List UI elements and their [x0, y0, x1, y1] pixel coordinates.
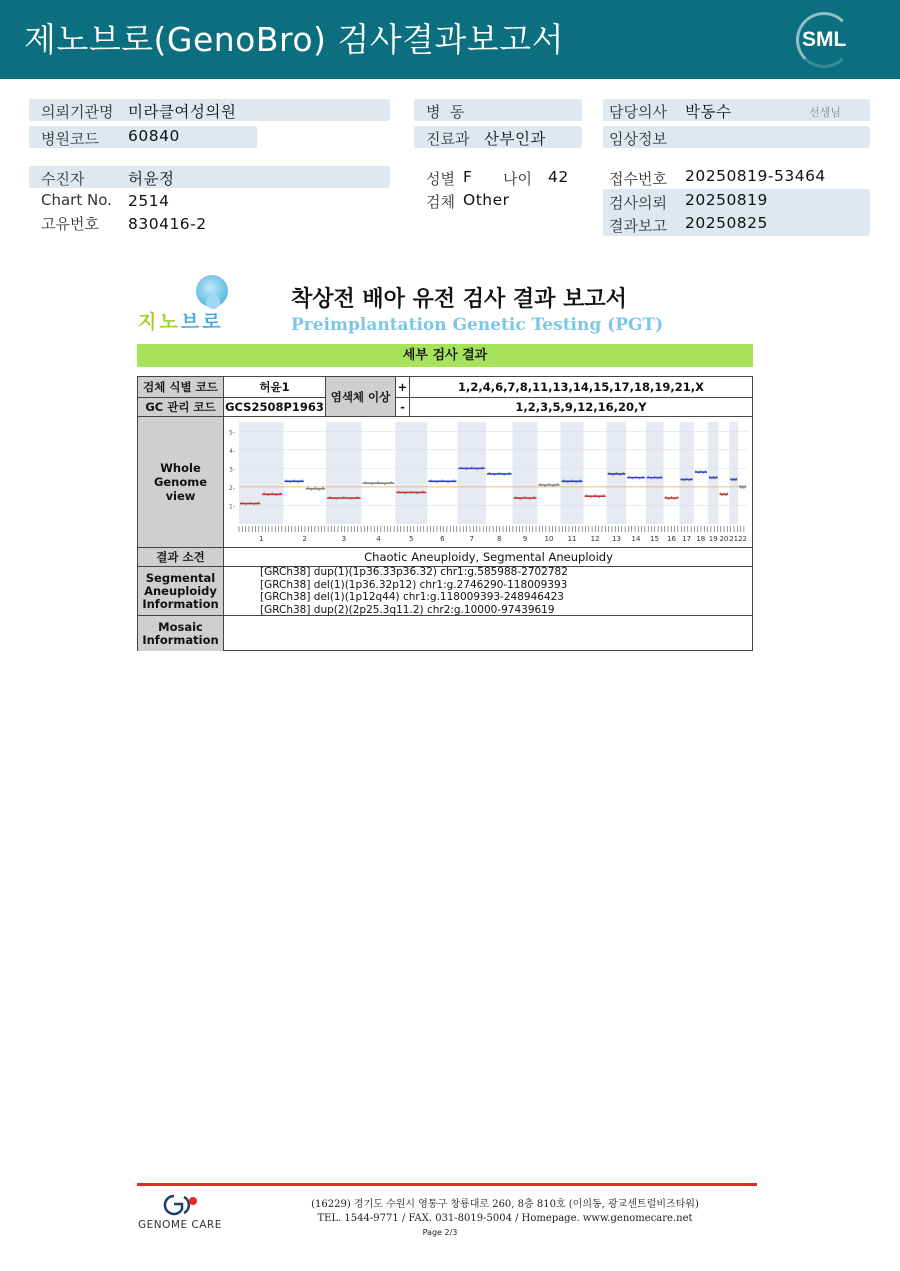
data-point — [716, 475, 717, 476]
data-point — [336, 498, 337, 499]
dept-label: 진료과 — [426, 130, 470, 148]
data-point — [739, 485, 740, 486]
x-tick-label: 15 — [650, 534, 660, 543]
loss-chromosome-list: 1,2,3,5,9,12,16,20,Y — [410, 398, 753, 417]
x-tick-label: 1 — [258, 534, 264, 543]
data-point — [476, 468, 477, 469]
sex-label: 성별 — [426, 170, 455, 188]
chromosome-band — [729, 422, 738, 524]
age-label: 나이 — [503, 170, 532, 188]
chromosome-band — [708, 422, 719, 524]
segmental-label-2: Aneuploidy — [144, 583, 217, 598]
segmental-label-1: Segmental — [145, 570, 216, 585]
data-point — [703, 472, 704, 473]
data-point — [520, 498, 521, 499]
results-table — [137, 376, 753, 651]
data-point — [249, 501, 250, 502]
data-point — [330, 496, 331, 497]
patient-name: 허윤정 — [128, 170, 175, 188]
x-tick-label: 5 — [409, 534, 414, 543]
report-title-korean: 착상전 배아 유전 검사 결과 보고서 — [291, 287, 627, 312]
x-tick-label: 4 — [376, 534, 381, 543]
data-point — [743, 487, 744, 488]
segmental-line: [GRCh38] dup(1)(1p36.33p36.32) chr1:g.585988-2702782 — [260, 566, 568, 578]
specimen-value: Other — [463, 191, 510, 209]
x-tick-label: 7 — [469, 534, 474, 543]
data-point — [709, 475, 710, 476]
data-point — [603, 494, 604, 495]
gc-code-value: GCS2508P1963 — [224, 398, 326, 417]
genome-copy-number-chart — [225, 418, 752, 547]
y-tick-label: 3- — [229, 465, 235, 473]
mosaic-label-1: Mosaic — [158, 619, 203, 634]
data-point — [540, 483, 541, 484]
x-tick-label: 11 — [567, 534, 577, 543]
segmental-info — [224, 567, 753, 616]
clinical-label: 임상정보 — [609, 130, 667, 148]
data-point — [301, 479, 302, 480]
x-tick-label: 6 — [440, 534, 445, 543]
genome-view-label-2: Genome — [153, 475, 208, 489]
data-point — [623, 472, 624, 473]
mosaic-label — [138, 616, 224, 651]
sample-code-label: 검체 식별 코드 — [138, 377, 224, 398]
patient-label: 수진자 — [41, 170, 85, 188]
sml-logo — [796, 12, 854, 68]
data-point — [494, 474, 495, 475]
unique-no-label: 고유번호 — [41, 215, 99, 233]
data-point — [430, 479, 431, 480]
data-point — [442, 479, 443, 480]
segmental-line: [GRCh38] del(1)(1p12q44) chr1:g.118009393-248946423 — [260, 591, 564, 603]
data-point — [736, 477, 737, 478]
loss-sign: - — [396, 398, 410, 417]
data-point — [609, 472, 610, 473]
genome-view-label-1: Whole — [160, 461, 201, 475]
data-point — [453, 479, 454, 480]
x-tick-label: 9 — [522, 534, 528, 543]
data-point — [619, 474, 620, 475]
data-point — [390, 481, 391, 482]
data-point — [730, 477, 731, 478]
logo-text-part2: 브로 — [180, 311, 224, 333]
chromosome-band — [680, 422, 694, 524]
genome-view-label — [138, 417, 224, 548]
data-point — [742, 485, 743, 486]
data-point — [713, 475, 714, 476]
data-point — [745, 485, 746, 486]
data-point — [557, 483, 558, 484]
genobro-logo — [138, 275, 248, 335]
segmental-label — [138, 567, 224, 616]
data-point — [524, 496, 525, 497]
data-point — [671, 496, 672, 497]
data-point — [447, 481, 448, 482]
data-point — [489, 472, 490, 473]
data-point — [423, 490, 424, 491]
x-tick-label: 3 — [341, 534, 347, 543]
age-value: 42 — [548, 168, 569, 186]
logo-text-part1: 지노 — [138, 311, 181, 333]
hospital-code-value: 60840 — [128, 127, 180, 145]
receipt-label: 접수번호 — [609, 170, 667, 188]
data-point — [727, 492, 728, 493]
data-point — [628, 475, 629, 476]
x-tick-label: 10 — [544, 534, 554, 543]
finding-label: 결과 소견 — [138, 548, 224, 567]
data-point — [654, 475, 655, 476]
data-point — [642, 475, 643, 476]
x-tick-label: 20 — [719, 534, 729, 543]
data-point — [276, 494, 277, 495]
x-tick-label: 21 — [729, 534, 739, 543]
data-point — [384, 483, 385, 484]
gain-sign: + — [396, 377, 410, 398]
data-point — [714, 478, 715, 479]
data-point — [698, 472, 699, 473]
section-title: 세부 검사 결과 — [137, 344, 753, 367]
data-point — [371, 483, 372, 484]
genome-view-chart-cell — [224, 417, 753, 548]
data-point — [482, 466, 483, 467]
dept-value: 산부인과 — [484, 130, 546, 148]
receipt-value: 20250819-53464 — [685, 167, 826, 185]
data-point — [733, 477, 734, 478]
data-point — [515, 496, 516, 497]
mosaic-value — [224, 616, 753, 651]
data-point — [660, 475, 661, 476]
data-point — [576, 481, 577, 482]
contact-line: TEL. 1544-9771 / FAX. 031-8019-5004 / Homepage. www.genomecare.net — [317, 1213, 693, 1224]
chromosome-band — [513, 422, 538, 524]
chromosome-band — [646, 422, 664, 524]
data-point — [466, 468, 467, 469]
x-tick-label: 2 — [302, 534, 307, 543]
data-point — [580, 479, 581, 480]
finding-value: Chaotic Aneuploidy, Segmental Aneuploidy — [224, 548, 753, 567]
data-point — [599, 496, 600, 497]
gc-code-label: GC 관리 코드 — [138, 398, 224, 417]
data-point — [681, 477, 682, 478]
report-date: 20250825 — [685, 214, 768, 232]
data-point — [720, 492, 721, 493]
data-point — [365, 481, 366, 482]
data-point — [691, 477, 692, 478]
data-point — [676, 496, 677, 497]
data-point — [405, 492, 406, 493]
data-point — [319, 489, 320, 490]
data-point — [357, 496, 358, 497]
data-point — [257, 501, 258, 502]
sex-value: F — [463, 168, 473, 186]
y-tick-label: 5- — [229, 428, 235, 436]
unique-no-value: 830416-2 — [128, 215, 207, 233]
data-point — [705, 470, 706, 471]
genome-view-label-3: view — [165, 489, 196, 503]
data-point — [668, 498, 669, 499]
data-point — [280, 492, 281, 493]
genome-care-text: GENOME CARE — [138, 1219, 222, 1231]
data-point — [307, 486, 308, 487]
data-point — [290, 481, 291, 482]
sample-code-value: 허윤1 — [224, 377, 326, 398]
x-tick-label: 22 — [738, 534, 748, 543]
x-tick-label: 8 — [496, 534, 502, 543]
data-point — [548, 483, 549, 484]
segmental-line: [GRCh38] del(1)(1p36.32p12) chr1:g.2746290-118009393 — [260, 578, 568, 591]
data-point — [544, 485, 545, 486]
data-point — [343, 496, 344, 497]
data-point — [700, 470, 701, 471]
data-point — [665, 496, 666, 497]
x-tick-label: 13 — [611, 534, 621, 543]
segmental-label-3: Information — [142, 596, 219, 611]
specimen-label: 검체 — [426, 193, 455, 211]
data-point — [688, 479, 689, 480]
x-tick-label: 17 — [682, 534, 692, 543]
data-point — [594, 494, 595, 495]
logo-text: SML — [802, 28, 847, 51]
page-number: Page 2/3 — [422, 1228, 458, 1237]
data-point — [723, 492, 724, 493]
header-bar — [0, 0, 900, 79]
chart-no-value: 2514 — [128, 192, 170, 210]
ward-label: 병 동 — [426, 103, 465, 121]
data-point — [315, 486, 316, 487]
data-point — [740, 487, 741, 488]
data-point — [635, 475, 636, 476]
data-point — [272, 492, 273, 493]
chromosome-band — [239, 422, 283, 524]
data-point — [508, 472, 509, 473]
genobro-logo-text — [138, 307, 223, 334]
mosaic-label-2: Information — [142, 632, 219, 647]
data-point — [322, 486, 323, 487]
data-point — [417, 492, 418, 493]
request-label: 검사의뢰 — [609, 194, 667, 212]
data-point — [732, 479, 733, 480]
data-point — [721, 494, 722, 495]
x-tick-label: 19 — [708, 534, 718, 543]
data-point — [411, 490, 412, 491]
doctor-label: 담당의사 — [609, 103, 667, 121]
data-point — [503, 474, 504, 475]
data-point — [499, 472, 500, 473]
data-point — [311, 489, 312, 490]
gain-chromosome-list: 1,2,4,6,7,8,11,13,14,15,17,18,19,21,X — [410, 377, 753, 398]
footer-address — [295, 1198, 715, 1226]
institution-value: 미라클여성의원 — [128, 103, 237, 121]
page-title: 제노브로(GenoBro) 검사결과보고서 — [24, 20, 565, 59]
data-point — [378, 481, 379, 482]
genome-care-logo — [138, 1193, 230, 1235]
chromosome-band — [560, 422, 583, 524]
segmental-line: [GRCh38] dup(2)(2p25.3q11.2) chr2:g.10000-97439619 — [260, 603, 555, 616]
x-tick-label: 12 — [590, 534, 600, 543]
x-tick-label: 18 — [696, 534, 706, 543]
data-point — [253, 504, 254, 505]
data-point — [460, 466, 461, 467]
data-point — [286, 479, 287, 480]
doctor-value: 박동수 — [685, 103, 732, 121]
data-point — [674, 498, 675, 499]
data-point — [293, 479, 294, 480]
chart-no-label: Chart No. — [41, 191, 112, 209]
chromosome-band — [326, 422, 362, 524]
data-point — [350, 498, 351, 499]
data-point — [734, 479, 735, 480]
data-point — [571, 479, 572, 480]
data-point — [533, 496, 534, 497]
data-point — [639, 478, 640, 479]
data-point — [567, 481, 568, 482]
doctor-suffix: 선생님 — [809, 106, 841, 119]
data-point — [711, 478, 712, 479]
data-point — [686, 477, 687, 478]
data-point — [590, 496, 591, 497]
data-point — [725, 494, 726, 495]
data-point — [245, 504, 246, 505]
institution-label: 의뢰기관명 — [41, 103, 114, 121]
data-point — [436, 481, 437, 482]
genome-care-mark-icon — [160, 1193, 200, 1217]
data-point — [297, 481, 298, 482]
data-point — [529, 498, 530, 499]
data-point — [471, 466, 472, 467]
data-point — [241, 501, 242, 502]
chromosome-band — [457, 422, 485, 524]
y-tick-label: 1- — [229, 502, 235, 510]
data-point — [616, 472, 617, 473]
report-label: 결과보고 — [609, 217, 667, 235]
data-point — [586, 494, 587, 495]
data-point — [657, 478, 658, 479]
data-point — [651, 478, 652, 479]
data-point — [264, 492, 265, 493]
data-point — [612, 474, 613, 475]
request-date: 20250819 — [685, 191, 768, 209]
report-title-english: Preimplantation Genetic Testing (PGT) — [291, 315, 664, 335]
data-point — [563, 479, 564, 480]
data-point — [648, 475, 649, 476]
data-point — [399, 490, 400, 491]
y-tick-label: 2- — [229, 484, 235, 492]
x-tick-label: 14 — [631, 534, 641, 543]
footer-divider — [137, 1183, 757, 1186]
chromosome-band — [395, 422, 427, 524]
data-point — [268, 494, 269, 495]
x-tick-label: 16 — [667, 534, 676, 543]
abnormal-label: 염색체 이상 — [326, 377, 396, 417]
hospital-code-label: 병원코드 — [41, 130, 99, 148]
address-line: (16229) 경기도 수원시 영통구 창룡대로 260, 8층 810호 (이의동, 광교센트럴비즈타워) — [311, 1199, 699, 1210]
y-tick-label: 4- — [229, 447, 235, 455]
data-point — [552, 485, 553, 486]
data-point — [695, 470, 696, 471]
data-point — [632, 478, 633, 479]
data-point — [683, 479, 684, 480]
